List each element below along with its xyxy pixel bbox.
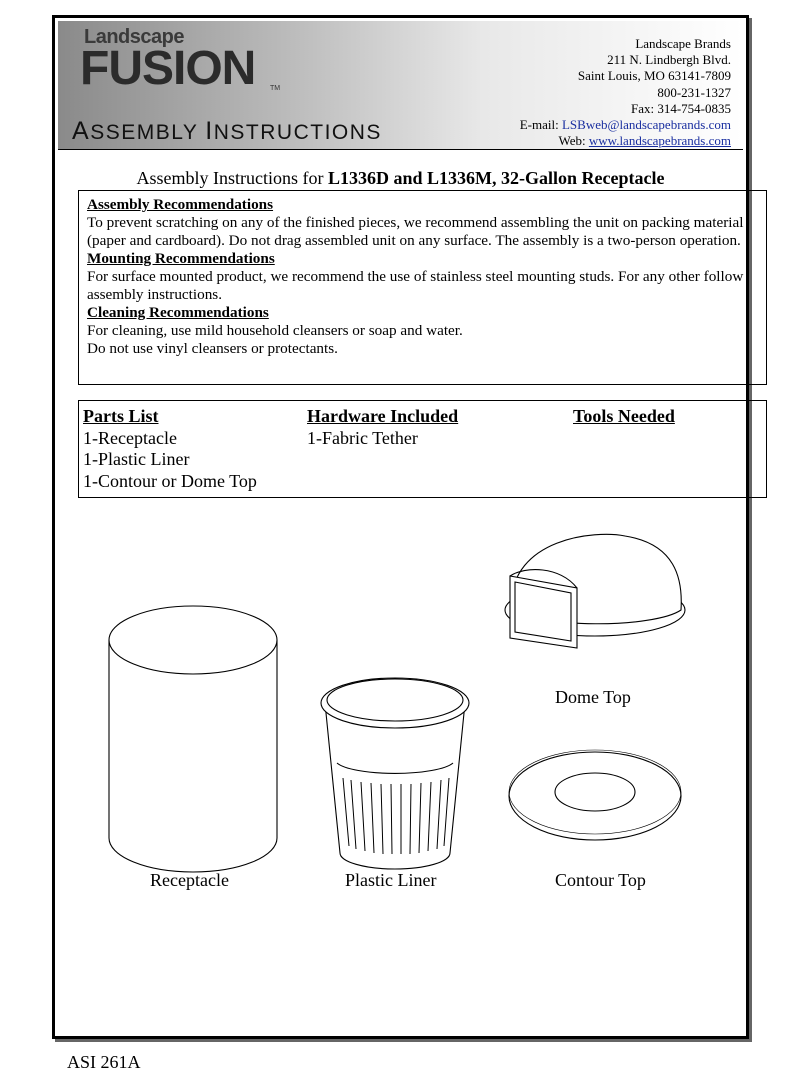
plastic-liner-drawing <box>321 678 469 869</box>
company-name: Landscape Brands <box>635 36 731 51</box>
page-frame <box>52 15 749 1039</box>
hardware-item: 1-Fabric Tether <box>307 427 418 448</box>
company-address: 211 N. Lindbergh Blvd. <box>607 52 731 68</box>
company-phone: 800-231-1327 <box>657 84 731 100</box>
parts-list-item: 1-Plastic Liner <box>83 449 190 469</box>
tools-needed-heading: Tools Needed <box>573 406 675 426</box>
cleaning-recommendations-text-1: For cleaning, use mild household cleansers or soap and water. <box>87 322 463 339</box>
parts-illustration <box>55 508 746 928</box>
receptacle-caption: Receptacle <box>150 870 229 890</box>
assembly-instructions-title: ASSEMBLY INSTRUCTIONS <box>72 117 382 145</box>
mounting-recommendations-text: For surface mounted product, we recommend the use of stainless steel mounting studs. For any other follow assembly instructions. <box>87 268 744 303</box>
email-line: E-mail: LSBweb@landscapebrands.com <box>519 117 731 133</box>
contour-top-caption: Contour Top <box>555 870 646 890</box>
contour-top-drawing <box>509 750 681 840</box>
logo-fusion-text: FUSION <box>80 42 256 95</box>
parts-box <box>78 400 767 498</box>
company-city: Saint Louis, MO 63141-7809 <box>577 68 731 84</box>
parts-list-item: 1-Contour or Dome Top <box>83 470 257 491</box>
parts-list-item: 1-Receptacle <box>83 427 177 448</box>
logo-landscape-text: Landscape <box>84 26 184 48</box>
cleaning-recommendations-text-2: Do not use vinyl cleansers or protectants. <box>87 340 338 357</box>
receptacle-drawing <box>109 606 277 872</box>
email-link[interactable]: LSBweb@landscapebrands.com <box>561 117 731 133</box>
parts-list-column <box>83 406 257 492</box>
hardware-included-heading: Hardware Included <box>307 406 459 426</box>
mounting-recommendations-heading: Mounting Recommendations <box>87 250 275 267</box>
hardware-column <box>307 406 458 449</box>
cleaning-recommendations-heading: Cleaning Recommendations <box>87 304 269 321</box>
dome-top-caption: Dome Top <box>555 687 631 707</box>
web-line: Web: www.landscapebrands.com <box>558 133 731 149</box>
document-title: Assembly Instructions for L1336D and L1336M, 32-Gallon Receptacle <box>136 168 665 188</box>
logo-trademark: TM <box>270 85 281 92</box>
recommendations-box <box>78 190 767 385</box>
document-code: ASI 261A <box>67 1052 141 1072</box>
website-link[interactable]: www.landscapebrands.com <box>588 133 731 149</box>
assembly-recommendations-text: To prevent scratching on any of the finished pieces, we recommend assembling the unit on packing material (paper and cardboard). Do not drag assembled unit on any surface. The assembly is a two-person operation. <box>87 214 744 249</box>
company-fax: Fax: 314-754-0835 <box>630 100 731 116</box>
assembly-recommendations-heading: Assembly Recommendations <box>87 196 274 213</box>
header-banner <box>58 21 743 150</box>
tools-column <box>573 406 675 428</box>
dome-top-drawing <box>505 534 685 648</box>
parts-list-heading: Parts List <box>83 406 159 426</box>
contact-block <box>520 36 731 149</box>
plastic-liner-caption: Plastic Liner <box>345 870 437 890</box>
